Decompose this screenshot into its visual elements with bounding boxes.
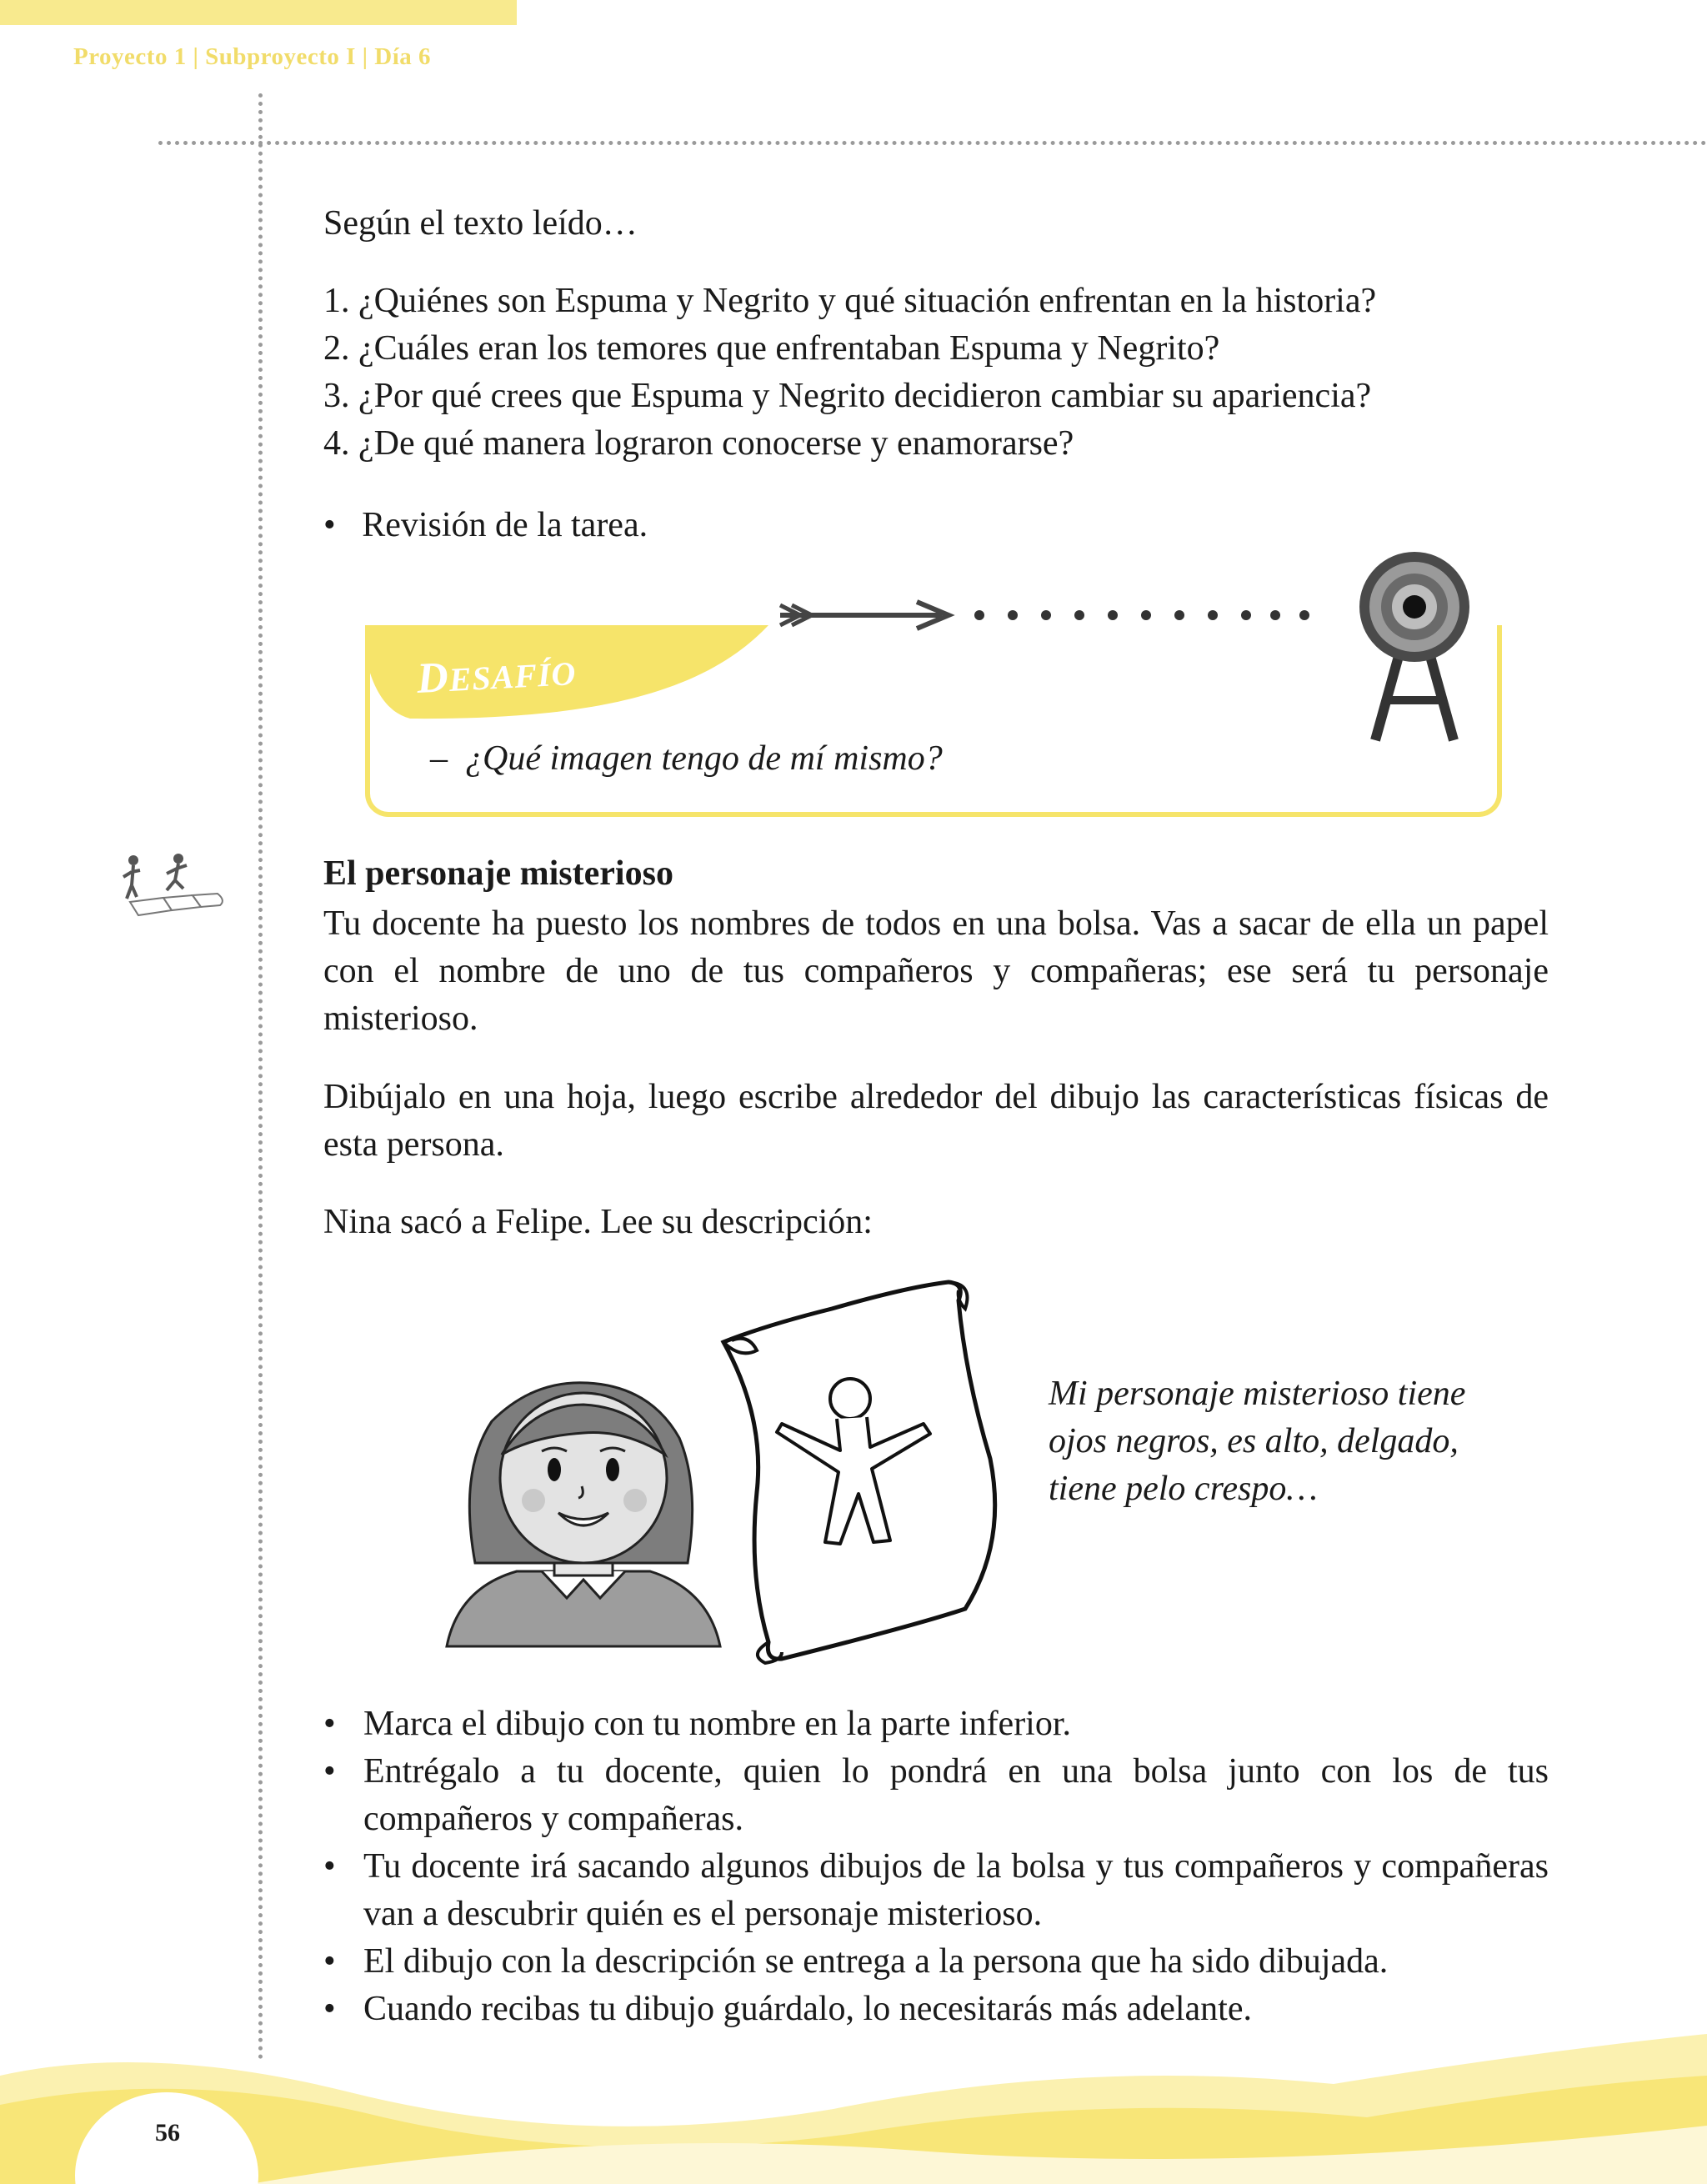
- question-item: 3. ¿Por qué crees que Espuma y Negrito decidieron cambiar su apariencia?: [323, 377, 1372, 415]
- question-item: 4. ¿De qué manera lograron conocerse y enamorarse?: [323, 424, 1074, 463]
- question-item: 1. ¿Quiénes son Espuma y Negrito y qué situación enfrentan en la historia?: [323, 282, 1377, 320]
- instruction-item: • Cuando recibas tu dibujo guárdalo, lo necesitarás más adelante.: [323, 1990, 1252, 2028]
- homework-review-text: Revisión de la tarea.: [362, 506, 648, 544]
- header-dotted-line: [158, 141, 1707, 145]
- question-list: [323, 278, 1376, 468]
- paragraph: Tu docente ha puesto los nombres de todos en una bolsa. Vas a sacar de ella un papel con el nombre de uno de tus compañeros y compañeras; ese será tu personaje misterioso.: [323, 904, 1549, 1038]
- paragraph: Nina sacó a Felipe. Lee su descripción:: [323, 1203, 873, 1241]
- desafio-title: DESAFÍO: [415, 654, 578, 703]
- instruction-item: • Tu docente irá sacando algunos dibujos de la bolsa y tus compañeros y compañeras van a descubrir quién es el personaje misterioso.: [323, 1847, 1549, 1933]
- target-icon: [1352, 550, 1477, 750]
- running-header: Proyecto 1 | Subproyecto I | Día 6: [73, 43, 432, 70]
- instruction-item: • Marca el dibujo con tu nombre en la parte inferior.: [323, 1705, 1072, 1743]
- intro-text: Según el texto leído…: [323, 204, 638, 243]
- bullet-symbol: •: [323, 506, 336, 544]
- quote-line: Mi personaje misterioso tiene: [1049, 1375, 1466, 1413]
- instruction-item: • El dibujo con la descripción se entrega a la persona que ha sido dibujada.: [323, 1942, 1389, 1981]
- desafio-question: – ¿Qué imagen tengo de mí mismo?: [430, 739, 943, 778]
- arrow-icon: [775, 594, 1367, 635]
- scroll-drawing-illustration: [715, 1275, 1009, 1667]
- section-title: El personaje misterioso: [323, 854, 673, 893]
- quote-line: ojos negros, es alto, delgado,: [1049, 1422, 1459, 1460]
- hopscotch-children-icon: [113, 852, 230, 927]
- question-item: 2. ¿Cuáles eran los temores que enfrentaban Espuma y Negrito?: [323, 329, 1220, 368]
- quote-line: tiene pelo crespo…: [1049, 1470, 1318, 1508]
- instruction-item: • Entrégalo a tu docente, quien lo pondrá en una bolsa junto con los de tus compañeros y compañeras.: [323, 1752, 1549, 1838]
- mystery-description-quote: [1049, 1370, 1465, 1513]
- page-number: 56: [155, 2119, 180, 2146]
- margin-dotted-line: [258, 93, 263, 2061]
- paragraph: Dibújalo en una hoja, luego escribe alrededor del dibujo las características físicas de esta persona.: [323, 1078, 1549, 1164]
- girl-illustration: [442, 1371, 725, 1651]
- header-accent-bar: [0, 0, 517, 25]
- instructions-list: [323, 1701, 1549, 2033]
- homework-review-bullet: [323, 502, 648, 549]
